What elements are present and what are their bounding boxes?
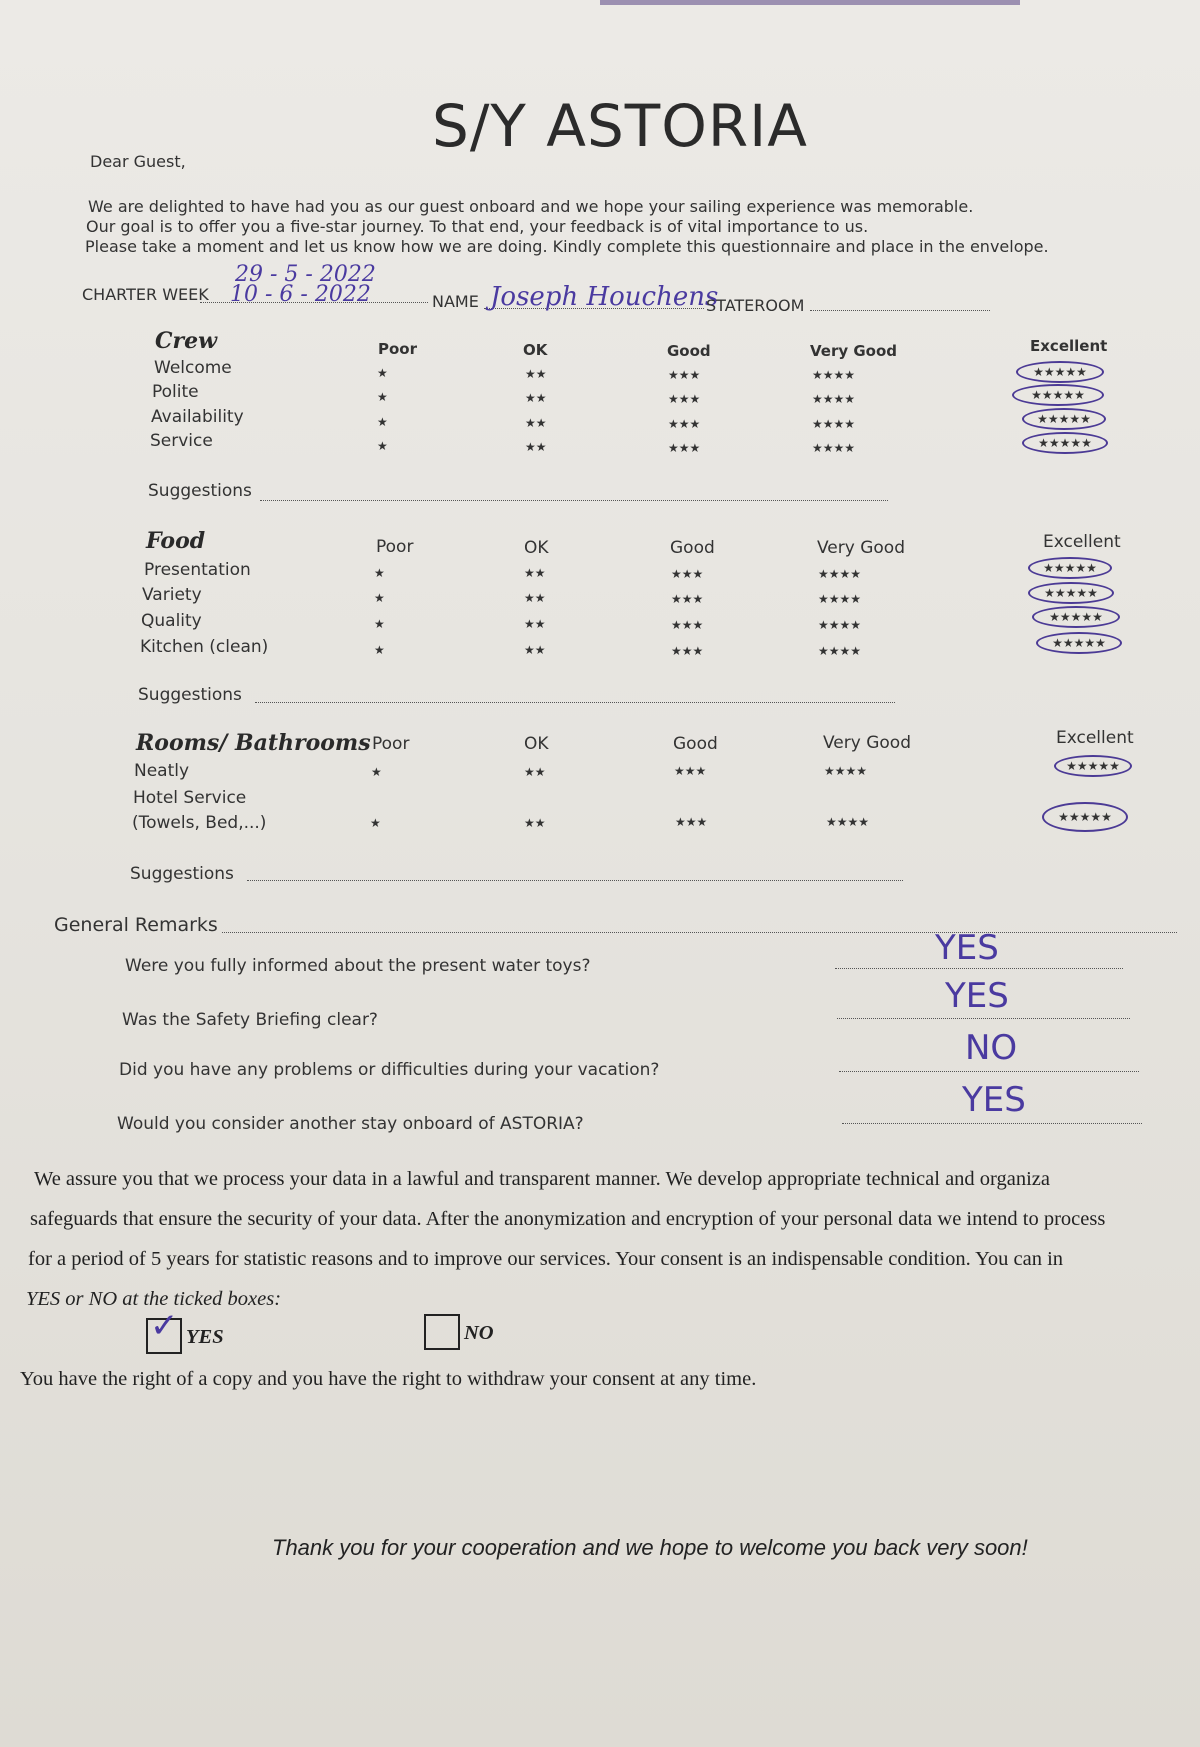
food-suggestions-field[interactable] bbox=[255, 702, 895, 703]
rating-very-good[interactable]: ★★★★ bbox=[824, 764, 868, 778]
rating-ok[interactable]: ★★ bbox=[525, 440, 547, 454]
food-suggestions-label: Suggestions bbox=[138, 685, 242, 705]
rating-good[interactable]: ★★★ bbox=[675, 815, 708, 829]
rating-excellent-circled[interactable]: ★★★★★ bbox=[1028, 557, 1112, 579]
header-excellent: Excellent bbox=[1043, 532, 1121, 552]
answer-water-toys[interactable]: YES bbox=[935, 928, 999, 968]
rooms-suggestions-label: Suggestions bbox=[130, 864, 234, 884]
question-safety-briefing: Was the Safety Briefing clear? bbox=[122, 1010, 378, 1030]
crew-item-polite: Polite bbox=[152, 382, 199, 402]
charter-week-from[interactable]: 29 - 5 - 2022 bbox=[235, 262, 376, 287]
crew-item-availability: Availability bbox=[151, 407, 244, 427]
rating-poor[interactable]: ★ bbox=[374, 566, 385, 580]
header-ok: OK bbox=[523, 341, 548, 359]
rating-ok[interactable]: ★★ bbox=[524, 816, 546, 830]
greeting: Dear Guest, bbox=[90, 152, 186, 171]
food-item-quality: Quality bbox=[141, 611, 202, 631]
legal-line-2: safeguards that ensure the security of your data. After the anonymization and encryption of your personal data we intend to process bbox=[30, 1208, 1106, 1230]
rating-ok[interactable]: ★★ bbox=[524, 765, 546, 779]
rating-very-good[interactable]: ★★★★ bbox=[812, 368, 856, 382]
rating-good[interactable]: ★★★ bbox=[671, 567, 704, 581]
intro-line-3: Please take a moment and let us know how we are doing. Kindly complete this questionnaire and place in the envelope. bbox=[85, 237, 1049, 256]
rating-good[interactable]: ★★★ bbox=[668, 417, 701, 431]
rating-very-good[interactable]: ★★★★ bbox=[812, 441, 856, 455]
consent-yes-label: YES bbox=[186, 1326, 224, 1348]
top-edge bbox=[600, 0, 1020, 5]
rating-very-good[interactable]: ★★★★ bbox=[818, 592, 862, 606]
legal-line-3: for a period of 5 years for statistic reasons and to improve our services. Your consent is an indispensable condition. You can in bbox=[28, 1248, 1064, 1270]
charter-week-to[interactable]: 10 - 6 - 2022 bbox=[230, 282, 371, 307]
rating-good[interactable]: ★★★ bbox=[671, 644, 704, 658]
rating-very-good[interactable]: ★★★★ bbox=[818, 618, 862, 632]
rating-excellent-circled[interactable]: ★★★★★ bbox=[1016, 361, 1104, 383]
header-poor: Poor bbox=[376, 537, 414, 557]
consent-no-checkbox[interactable] bbox=[424, 1314, 460, 1350]
rating-poor[interactable]: ★ bbox=[374, 643, 385, 657]
rating-ok[interactable]: ★★ bbox=[525, 391, 547, 405]
food-item-presentation: Presentation bbox=[144, 560, 251, 580]
rating-poor[interactable]: ★ bbox=[374, 591, 385, 605]
stateroom-label: STATEROOM bbox=[706, 296, 805, 315]
rating-ok[interactable]: ★★ bbox=[525, 367, 547, 381]
crew-suggestions-label: Suggestions bbox=[148, 481, 252, 501]
rating-excellent-circled[interactable]: ★★★★★ bbox=[1028, 582, 1114, 604]
header-ok: OK bbox=[524, 734, 549, 754]
name-label: NAME bbox=[432, 292, 479, 311]
crew-item-welcome: Welcome bbox=[154, 358, 232, 378]
header-excellent: Excellent bbox=[1056, 728, 1134, 748]
rooms-item-towels-bed: (Towels, Bed,...) bbox=[132, 813, 267, 833]
rating-ok[interactable]: ★★ bbox=[524, 617, 546, 631]
rating-good[interactable]: ★★★ bbox=[674, 764, 707, 778]
food-item-variety: Variety bbox=[142, 585, 202, 605]
rating-poor[interactable]: ★ bbox=[374, 617, 385, 631]
question-water-toys: Were you fully informed about the present water toys? bbox=[125, 956, 591, 976]
rating-excellent-circled[interactable]: ★★★★★ bbox=[1036, 632, 1122, 654]
rating-excellent-circled[interactable]: ★★★★★ bbox=[1042, 802, 1128, 832]
question-another-stay: Would you consider another stay onboard of ASTORIA? bbox=[117, 1114, 584, 1134]
header-ok: OK bbox=[524, 538, 549, 558]
rating-very-good[interactable]: ★★★★ bbox=[818, 644, 862, 658]
page-title: S/Y ASTORIA bbox=[432, 92, 808, 160]
rating-excellent-circled[interactable]: ★★★★★ bbox=[1012, 384, 1104, 406]
answer-safety-briefing[interactable]: YES bbox=[945, 976, 1009, 1016]
rooms-item-hotel-service: Hotel Service bbox=[133, 788, 247, 808]
answer-problems[interactable]: NO bbox=[965, 1028, 1018, 1068]
legal-line-4: YES or NO at the ticked boxes: bbox=[26, 1288, 282, 1310]
section-title-food: Food bbox=[146, 528, 206, 554]
rooms-suggestions-field[interactable] bbox=[247, 880, 903, 881]
crew-suggestions-field[interactable] bbox=[260, 500, 888, 501]
rating-ok[interactable]: ★★ bbox=[524, 566, 546, 580]
rating-very-good[interactable]: ★★★★ bbox=[818, 567, 862, 581]
intro-line-2: Our goal is to offer you a five-star journey. To that end, your feedback is of vital importance to us. bbox=[86, 217, 869, 236]
rating-very-good[interactable]: ★★★★ bbox=[812, 417, 856, 431]
rating-excellent-circled[interactable]: ★★★★★ bbox=[1022, 408, 1106, 430]
rating-excellent-circled[interactable]: ★★★★★ bbox=[1022, 432, 1108, 454]
checkmark-icon: ✓ bbox=[150, 1306, 179, 1346]
header-very-good: Very Good bbox=[817, 538, 905, 558]
rating-good[interactable]: ★★★ bbox=[668, 368, 701, 382]
header-very-good: Very Good bbox=[823, 733, 911, 753]
question-problems: Did you have any problems or difficulties during your vacation? bbox=[119, 1060, 660, 1080]
rating-ok[interactable]: ★★ bbox=[524, 643, 546, 657]
crew-item-service: Service bbox=[150, 431, 213, 451]
header-poor: Poor bbox=[378, 340, 418, 358]
rights-statement: You have the right of a copy and you have the right to withdraw your consent at any time. bbox=[20, 1368, 757, 1390]
general-remarks-label: General Remarks bbox=[54, 914, 218, 936]
rating-very-good[interactable]: ★★★★ bbox=[826, 815, 870, 829]
section-title-rooms: Rooms/ Bathrooms bbox=[136, 730, 371, 756]
rating-good[interactable]: ★★★ bbox=[671, 592, 704, 606]
rooms-item-neatly: Neatly bbox=[134, 761, 190, 781]
header-excellent: Excellent bbox=[1030, 337, 1108, 355]
food-item-kitchen: Kitchen (clean) bbox=[140, 637, 269, 657]
name-value[interactable]: Joseph Houchens bbox=[490, 282, 719, 312]
consent-no-label: NO bbox=[464, 1322, 494, 1344]
rating-poor[interactable]: ★ bbox=[377, 390, 388, 404]
rating-poor[interactable]: ★ bbox=[371, 765, 382, 779]
rating-ok[interactable]: ★★ bbox=[524, 591, 546, 605]
rating-excellent-circled[interactable]: ★★★★★ bbox=[1032, 606, 1120, 628]
closing-message: Thank you for your cooperation and we hope to welcome you back very soon! bbox=[272, 1535, 1028, 1560]
legal-line-1: We assure you that we process your data in a lawful and transparent manner. We develop appropriate technical and organiza bbox=[34, 1168, 1051, 1190]
rating-good[interactable]: ★★★ bbox=[668, 441, 701, 455]
section-title-crew: Crew bbox=[155, 328, 218, 354]
header-very-good: Very Good bbox=[810, 342, 898, 360]
answer-another-stay[interactable]: YES bbox=[962, 1080, 1026, 1120]
rating-poor[interactable]: ★ bbox=[370, 816, 381, 830]
general-remarks-field[interactable] bbox=[222, 932, 1177, 933]
rating-good[interactable]: ★★★ bbox=[671, 618, 704, 632]
header-good: Good bbox=[673, 734, 718, 754]
rating-good[interactable]: ★★★ bbox=[668, 392, 701, 406]
rating-ok[interactable]: ★★ bbox=[525, 416, 547, 430]
rating-poor[interactable]: ★ bbox=[377, 415, 388, 429]
header-good: Good bbox=[670, 538, 715, 558]
rating-poor[interactable]: ★ bbox=[377, 439, 388, 453]
header-good: Good bbox=[667, 342, 711, 360]
rating-excellent-circled[interactable]: ★★★★★ bbox=[1054, 755, 1132, 777]
rating-poor[interactable]: ★ bbox=[377, 366, 388, 380]
header-poor: Poor bbox=[372, 734, 410, 754]
intro-line-1: We are delighted to have had you as our guest onboard and we hope your sailing experience was memorable. bbox=[88, 197, 974, 216]
rating-very-good[interactable]: ★★★★ bbox=[812, 392, 856, 406]
charter-week-label: CHARTER WEEK bbox=[82, 285, 209, 304]
